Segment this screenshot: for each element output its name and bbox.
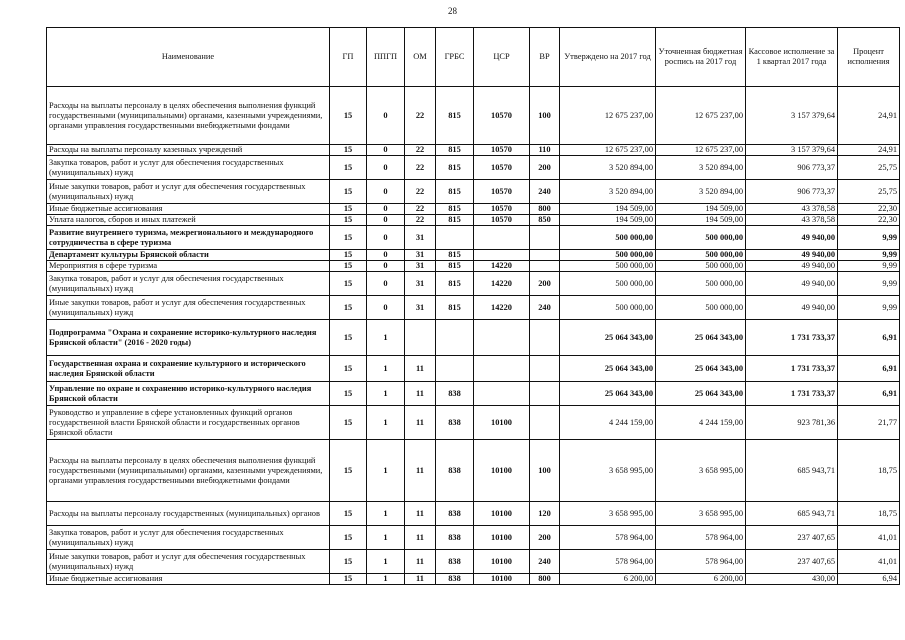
table-row	[47, 272, 900, 296]
cell-om: 11	[405, 356, 436, 382]
cell-grbs: 815	[436, 180, 474, 204]
cell-percent: 6,94	[838, 574, 900, 585]
page-number: 28	[448, 6, 457, 16]
cell-refined: 3 520 894,00	[656, 156, 746, 180]
cell-name: Расходы на выплаты персоналу в целях обеспечения выполнения функций государственными (муниципальными) органами, казенными учреждениями, органами управления государственными внебюджетными фондами	[47, 440, 330, 502]
cell-csr: 10100	[474, 502, 530, 526]
cell-refined: 194 509,00	[656, 215, 746, 226]
cell-name: Расходы на выплаты персоналу государственных (муниципальных) органов	[47, 502, 330, 526]
header-csr: ЦСР	[474, 28, 530, 87]
cell-approved: 578 964,00	[560, 526, 656, 550]
cell-csr: 10100	[474, 574, 530, 585]
cell-om: 22	[405, 156, 436, 180]
cell-name: Руководство и управление в сфере установленных функций органов государственной власти Брянской области и государственных органов Брянской области	[47, 406, 330, 440]
cell-gp: 15	[330, 320, 367, 356]
cell-refined: 194 509,00	[656, 204, 746, 215]
cell-percent: 41,01	[838, 550, 900, 574]
cell-csr: 10570	[474, 145, 530, 156]
header-approved: Утверждено на 2017 год	[560, 28, 656, 87]
cell-executed: 43 378,58	[746, 215, 838, 226]
table-row	[47, 550, 900, 574]
cell-refined: 25 064 343,00	[656, 356, 746, 382]
cell-approved: 25 064 343,00	[560, 382, 656, 406]
cell-grbs	[436, 320, 474, 356]
table-row	[47, 526, 900, 550]
cell-csr: 10570	[474, 156, 530, 180]
cell-refined: 4 244 159,00	[656, 406, 746, 440]
cell-om: 22	[405, 87, 436, 145]
cell-grbs: 815	[436, 272, 474, 296]
cell-csr: 10100	[474, 526, 530, 550]
cell-vr	[530, 320, 560, 356]
cell-vr: 200	[530, 526, 560, 550]
table-row	[47, 382, 900, 406]
cell-grbs: 815	[436, 296, 474, 320]
cell-executed: 49 940,00	[746, 296, 838, 320]
cell-grbs: 815	[436, 87, 474, 145]
table-row	[47, 180, 900, 204]
cell-executed: 49 940,00	[746, 261, 838, 272]
cell-refined: 12 675 237,00	[656, 145, 746, 156]
cell-approved: 25 064 343,00	[560, 356, 656, 382]
cell-executed: 906 773,37	[746, 156, 838, 180]
cell-percent: 18,75	[838, 440, 900, 502]
cell-executed: 685 943,71	[746, 440, 838, 502]
cell-percent: 41,01	[838, 526, 900, 550]
cell-om: 31	[405, 261, 436, 272]
cell-executed: 49 940,00	[746, 272, 838, 296]
cell-executed: 430,00	[746, 574, 838, 585]
cell-vr	[530, 226, 560, 250]
cell-percent: 9,99	[838, 296, 900, 320]
cell-ppgp: 0	[367, 226, 405, 250]
cell-refined: 6 200,00	[656, 574, 746, 585]
table-row	[47, 320, 900, 356]
cell-executed: 1 731 733,37	[746, 382, 838, 406]
cell-om: 22	[405, 215, 436, 226]
cell-percent: 22,30	[838, 215, 900, 226]
cell-refined: 12 675 237,00	[656, 87, 746, 145]
cell-executed: 1 731 733,37	[746, 320, 838, 356]
cell-vr	[530, 261, 560, 272]
cell-om: 22	[405, 180, 436, 204]
cell-vr: 110	[530, 145, 560, 156]
cell-ppgp: 0	[367, 272, 405, 296]
table-row	[47, 440, 900, 502]
cell-om: 22	[405, 204, 436, 215]
cell-percent: 9,99	[838, 226, 900, 250]
cell-om: 31	[405, 226, 436, 250]
cell-vr	[530, 406, 560, 440]
cell-om: 22	[405, 145, 436, 156]
cell-name: Закупка товаров, работ и услуг для обеспечения государственных (муниципальных) нужд	[47, 526, 330, 550]
cell-om	[405, 320, 436, 356]
cell-csr	[474, 250, 530, 261]
cell-executed: 3 157 379,64	[746, 145, 838, 156]
cell-name: Иные бюджетные ассигнования	[47, 574, 330, 585]
cell-gp: 15	[330, 250, 367, 261]
cell-ppgp: 0	[367, 87, 405, 145]
cell-csr: 14220	[474, 261, 530, 272]
cell-grbs	[436, 356, 474, 382]
cell-name: Департамент культуры Брянской области	[47, 250, 330, 261]
cell-grbs: 815	[436, 215, 474, 226]
cell-om: 11	[405, 406, 436, 440]
cell-ppgp: 0	[367, 215, 405, 226]
cell-ppgp: 1	[367, 502, 405, 526]
cell-approved: 500 000,00	[560, 272, 656, 296]
cell-csr: 14220	[474, 272, 530, 296]
cell-approved: 3 658 995,00	[560, 440, 656, 502]
table-row	[47, 296, 900, 320]
table-row	[47, 215, 900, 226]
table-body	[47, 87, 900, 585]
cell-om: 31	[405, 296, 436, 320]
cell-refined: 3 658 995,00	[656, 502, 746, 526]
cell-refined: 500 000,00	[656, 250, 746, 261]
header-executed: Кассовое исполнение за 1 квартал 2017 года	[746, 28, 838, 87]
cell-refined: 500 000,00	[656, 296, 746, 320]
cell-percent: 6,91	[838, 356, 900, 382]
cell-gp: 15	[330, 180, 367, 204]
cell-gp: 15	[330, 215, 367, 226]
cell-percent: 9,99	[838, 261, 900, 272]
cell-gp: 15	[330, 550, 367, 574]
table-row	[47, 261, 900, 272]
cell-om: 11	[405, 550, 436, 574]
cell-name: Закупка товаров, работ и услуг для обеспечения государственных (муниципальных) нужд	[47, 272, 330, 296]
cell-ppgp: 1	[367, 406, 405, 440]
cell-approved: 6 200,00	[560, 574, 656, 585]
table-row	[47, 204, 900, 215]
cell-vr: 240	[530, 550, 560, 574]
cell-name: Подпрограмма "Охрана и сохранение историко-культурного наследия Брянской области" (2016 - 2020 годы)	[47, 320, 330, 356]
cell-gp: 15	[330, 502, 367, 526]
cell-name: Мероприятия в сфере туризма	[47, 261, 330, 272]
budget-table	[46, 27, 900, 585]
header-om: ОМ	[405, 28, 436, 87]
cell-refined: 25 064 343,00	[656, 382, 746, 406]
cell-approved: 12 675 237,00	[560, 87, 656, 145]
cell-grbs: 815	[436, 156, 474, 180]
cell-vr	[530, 250, 560, 261]
cell-csr: 10100	[474, 440, 530, 502]
cell-grbs: 838	[436, 502, 474, 526]
cell-om: 11	[405, 526, 436, 550]
cell-gp: 15	[330, 574, 367, 585]
cell-executed: 49 940,00	[746, 226, 838, 250]
cell-ppgp: 1	[367, 550, 405, 574]
cell-om: 31	[405, 250, 436, 261]
cell-name: Иные закупки товаров, работ и услуг для обеспечения государственных (муниципальных) нужд	[47, 296, 330, 320]
cell-vr: 850	[530, 215, 560, 226]
cell-refined: 3 658 995,00	[656, 440, 746, 502]
cell-name: Иные закупки товаров, работ и услуг для обеспечения государственных (муниципальных) нужд	[47, 550, 330, 574]
table-row	[47, 406, 900, 440]
cell-om: 31	[405, 272, 436, 296]
cell-om: 11	[405, 574, 436, 585]
cell-executed: 237 407,65	[746, 550, 838, 574]
cell-name: Государственная охрана и сохранение культурного и исторического наследия Брянской области	[47, 356, 330, 382]
cell-executed: 3 157 379,64	[746, 87, 838, 145]
cell-name: Закупка товаров, работ и услуг для обеспечения государственных (муниципальных) нужд	[47, 156, 330, 180]
cell-ppgp: 1	[367, 526, 405, 550]
cell-vr: 100	[530, 440, 560, 502]
header-gp: ГП	[330, 28, 367, 87]
cell-approved: 4 244 159,00	[560, 406, 656, 440]
cell-grbs	[436, 226, 474, 250]
cell-approved: 500 000,00	[560, 226, 656, 250]
cell-gp: 15	[330, 296, 367, 320]
cell-name: Расходы на выплаты персоналу в целях обеспечения выполнения функций государственными (муниципальными) органами, казенными учреждениями, органами управления государственными внебюджетными фондами	[47, 87, 330, 145]
cell-approved: 194 509,00	[560, 215, 656, 226]
cell-approved: 3 520 894,00	[560, 156, 656, 180]
cell-grbs: 815	[436, 204, 474, 215]
cell-name: Расходы на выплаты персоналу казенных учреждений	[47, 145, 330, 156]
header-row	[47, 28, 900, 87]
cell-vr: 120	[530, 502, 560, 526]
cell-csr: 10100	[474, 406, 530, 440]
cell-ppgp: 1	[367, 382, 405, 406]
cell-csr: 14220	[474, 296, 530, 320]
cell-grbs: 838	[436, 550, 474, 574]
cell-approved: 500 000,00	[560, 250, 656, 261]
cell-grbs: 815	[436, 145, 474, 156]
cell-name: Развитие внутреннего туризма, межрегионального и международного сотрудничества в сфере туризма	[47, 226, 330, 250]
cell-refined: 500 000,00	[656, 272, 746, 296]
cell-executed: 906 773,37	[746, 180, 838, 204]
header-name: Наименование	[47, 28, 330, 87]
cell-approved: 12 675 237,00	[560, 145, 656, 156]
cell-grbs: 838	[436, 574, 474, 585]
cell-approved: 3 658 995,00	[560, 502, 656, 526]
table-row	[47, 502, 900, 526]
header-percent: Процент исполнения	[838, 28, 900, 87]
cell-name: Управление по охране и сохранению историко-культурного наследия Брянской области	[47, 382, 330, 406]
cell-approved: 25 064 343,00	[560, 320, 656, 356]
cell-vr: 200	[530, 272, 560, 296]
header-vr: ВР	[530, 28, 560, 87]
cell-refined: 578 964,00	[656, 550, 746, 574]
cell-refined: 500 000,00	[656, 226, 746, 250]
cell-gp: 15	[330, 440, 367, 502]
cell-percent: 25,75	[838, 180, 900, 204]
cell-percent: 24,91	[838, 87, 900, 145]
cell-vr	[530, 356, 560, 382]
cell-ppgp: 0	[367, 204, 405, 215]
cell-ppgp: 1	[367, 574, 405, 585]
cell-ppgp: 0	[367, 145, 405, 156]
cell-approved: 194 509,00	[560, 204, 656, 215]
table-row	[47, 87, 900, 145]
cell-csr	[474, 382, 530, 406]
cell-grbs: 815	[436, 261, 474, 272]
cell-gp: 15	[330, 526, 367, 550]
cell-executed: 685 943,71	[746, 502, 838, 526]
cell-executed: 1 731 733,37	[746, 356, 838, 382]
cell-grbs: 838	[436, 526, 474, 550]
cell-grbs: 838	[436, 382, 474, 406]
cell-percent: 9,99	[838, 250, 900, 261]
cell-name: Иные бюджетные ассигнования	[47, 204, 330, 215]
cell-csr: 10570	[474, 87, 530, 145]
cell-gp: 15	[330, 261, 367, 272]
cell-gp: 15	[330, 382, 367, 406]
cell-gp: 15	[330, 145, 367, 156]
cell-gp: 15	[330, 204, 367, 215]
table-row	[47, 250, 900, 261]
cell-executed: 49 940,00	[746, 250, 838, 261]
cell-percent: 18,75	[838, 502, 900, 526]
cell-ppgp: 1	[367, 440, 405, 502]
cell-ppgp: 0	[367, 250, 405, 261]
cell-gp: 15	[330, 356, 367, 382]
cell-gp: 15	[330, 406, 367, 440]
cell-csr: 10100	[474, 550, 530, 574]
cell-ppgp: 1	[367, 356, 405, 382]
cell-percent: 6,91	[838, 382, 900, 406]
table-row	[47, 574, 900, 585]
cell-ppgp: 0	[367, 180, 405, 204]
cell-percent: 21,77	[838, 406, 900, 440]
cell-csr	[474, 226, 530, 250]
header-ppgp: ППГП	[367, 28, 405, 87]
header-refined: Уточненная бюджетная роспись на 2017 год	[656, 28, 746, 87]
cell-vr: 100	[530, 87, 560, 145]
cell-refined: 3 520 894,00	[656, 180, 746, 204]
cell-gp: 15	[330, 87, 367, 145]
table-row	[47, 356, 900, 382]
cell-grbs: 838	[436, 406, 474, 440]
table-row	[47, 145, 900, 156]
cell-vr: 240	[530, 296, 560, 320]
cell-vr	[530, 382, 560, 406]
cell-ppgp: 1	[367, 320, 405, 356]
cell-approved: 500 000,00	[560, 261, 656, 272]
cell-ppgp: 0	[367, 156, 405, 180]
cell-executed: 923 781,36	[746, 406, 838, 440]
cell-executed: 43 378,58	[746, 204, 838, 215]
cell-csr: 10570	[474, 204, 530, 215]
cell-percent: 25,75	[838, 156, 900, 180]
cell-percent: 22,30	[838, 204, 900, 215]
cell-vr: 800	[530, 574, 560, 585]
cell-om: 11	[405, 440, 436, 502]
cell-vr: 800	[530, 204, 560, 215]
cell-om: 11	[405, 382, 436, 406]
cell-csr: 10570	[474, 215, 530, 226]
cell-approved: 578 964,00	[560, 550, 656, 574]
cell-percent: 6,91	[838, 320, 900, 356]
header-grbs: ГРБС	[436, 28, 474, 87]
cell-grbs: 815	[436, 250, 474, 261]
cell-percent: 24,91	[838, 145, 900, 156]
cell-gp: 15	[330, 226, 367, 250]
cell-csr	[474, 320, 530, 356]
cell-name: Уплата налогов, сборов и иных платежей	[47, 215, 330, 226]
cell-executed: 237 407,65	[746, 526, 838, 550]
cell-csr: 10570	[474, 180, 530, 204]
cell-grbs: 838	[436, 440, 474, 502]
cell-ppgp: 0	[367, 261, 405, 272]
cell-refined: 578 964,00	[656, 526, 746, 550]
table-row	[47, 226, 900, 250]
cell-gp: 15	[330, 156, 367, 180]
cell-csr	[474, 356, 530, 382]
cell-percent: 9,99	[838, 272, 900, 296]
cell-vr: 240	[530, 180, 560, 204]
cell-vr: 200	[530, 156, 560, 180]
cell-refined: 500 000,00	[656, 261, 746, 272]
cell-name: Иные закупки товаров, работ и услуг для обеспечения государственных (муниципальных) нужд	[47, 180, 330, 204]
table-row	[47, 156, 900, 180]
cell-ppgp: 0	[367, 296, 405, 320]
cell-refined: 25 064 343,00	[656, 320, 746, 356]
cell-om: 11	[405, 502, 436, 526]
cell-approved: 500 000,00	[560, 296, 656, 320]
cell-gp: 15	[330, 272, 367, 296]
cell-approved: 3 520 894,00	[560, 180, 656, 204]
